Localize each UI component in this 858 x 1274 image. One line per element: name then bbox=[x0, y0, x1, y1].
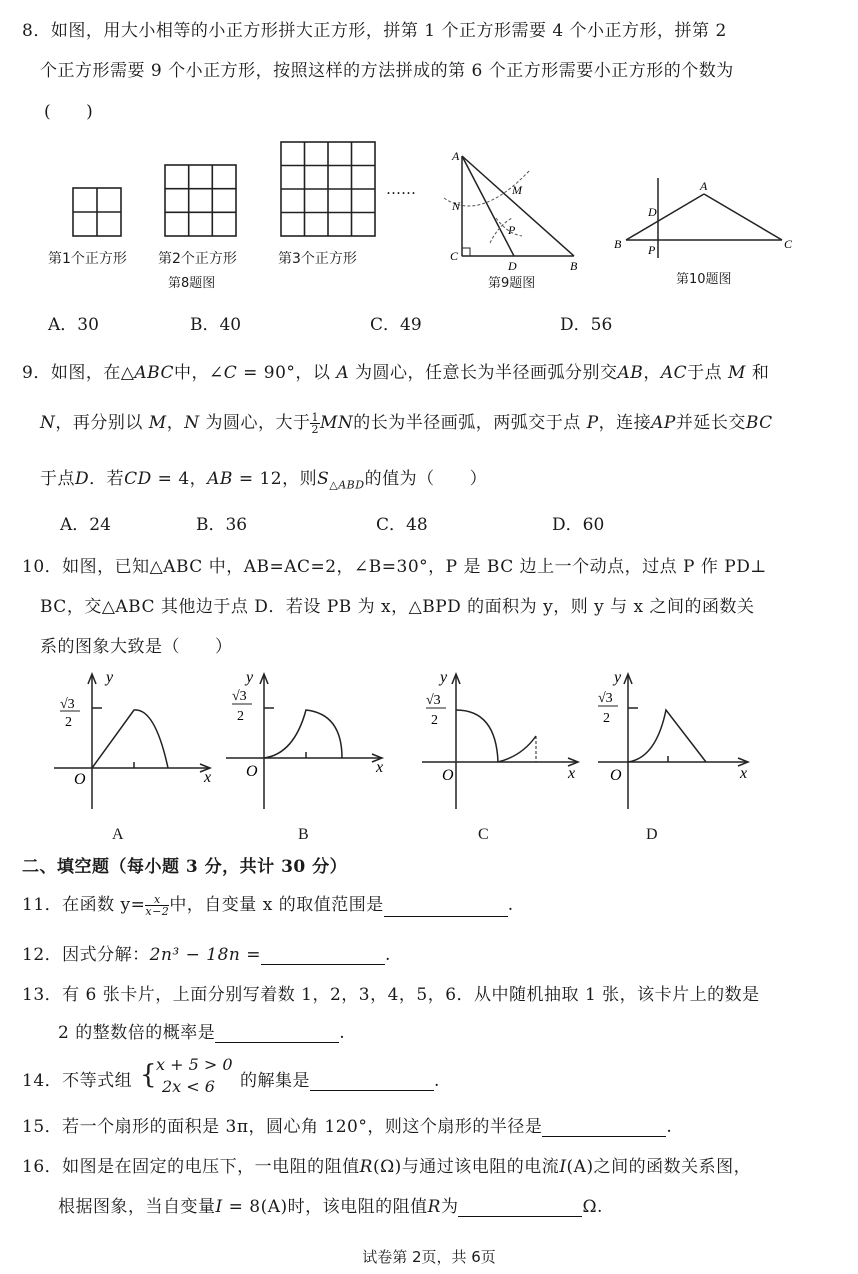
q8-option-c: C．49 bbox=[370, 315, 422, 335]
fig10-label-P: P bbox=[648, 243, 656, 257]
q13-answer-blank bbox=[215, 1022, 339, 1043]
svg-text:x: x bbox=[568, 765, 576, 782]
q16-line1: 16．如图是在固定的电压下，一电阻的阻值R(Ω)与通过该电阻的电流I(A)之间的函数关系图， bbox=[22, 1157, 752, 1177]
q10-triangle-figure bbox=[612, 176, 802, 266]
fig10-label-D: D bbox=[648, 205, 657, 219]
q9-option-b: B．36 bbox=[196, 515, 248, 535]
q8-ellipsis: …… bbox=[386, 180, 416, 198]
q12: 12．因式分解：2n³ − 18n = . bbox=[22, 945, 391, 965]
fig9-label-D: D bbox=[508, 259, 517, 273]
svg-text:√3: √3 bbox=[598, 691, 613, 706]
svg-text:x: x bbox=[376, 759, 384, 776]
graph-a bbox=[50, 664, 225, 814]
q9-line1: 9．如图，在△ABC中，∠C = 90°，以 A 为圆心，任意长为半径画弧分别交AB，AC于点 M 和 bbox=[22, 363, 770, 383]
fig9-label-A: A bbox=[452, 149, 460, 163]
svg-text:y: y bbox=[246, 669, 254, 686]
graph-label-a: A bbox=[112, 826, 124, 843]
graph-c bbox=[418, 664, 593, 814]
q9-figure-caption: 第9题图 bbox=[488, 276, 536, 291]
fig9-label-M: M bbox=[512, 183, 522, 197]
svg-text:O: O bbox=[74, 771, 86, 788]
fig9-label-B: B bbox=[570, 259, 578, 273]
svg-text:2: 2 bbox=[65, 715, 72, 730]
fig10-label-A: A bbox=[700, 179, 708, 193]
q9-option-c: C．48 bbox=[376, 515, 428, 535]
q14-answer-blank bbox=[310, 1070, 434, 1091]
q8-option-b: B．40 bbox=[190, 315, 242, 335]
q9-line3: 于点D．若CD = 4，AB = 12，则$S_{\triangle ABD}$的值为（ ） bbox=[40, 469, 488, 492]
q12-answer-blank bbox=[261, 944, 385, 965]
q13-line2: 2 的整数倍的概率是 . bbox=[58, 1023, 346, 1043]
q14-system: x + 5 > 0 2x < 6 bbox=[156, 1055, 233, 1096]
q8-line1: 8．如图，用大小相等的小正方形拼大正方形，拼第 1 个正方形需要 4 个小正方形，拼第 2 bbox=[22, 21, 727, 41]
q10-line3: 系的图象大致是（ ） bbox=[40, 637, 233, 657]
fig10-label-C: C bbox=[784, 237, 793, 251]
svg-text:O: O bbox=[246, 763, 258, 780]
fraction-half: $\frac{1}{2}$ bbox=[311, 411, 319, 436]
q10-line2: BC，交△ABC 其他边于点 D．若设 PB 为 x，△BPD 的面积为 y，则 y 与 x 之间的函数关 bbox=[40, 597, 755, 617]
svg-text:y: y bbox=[106, 669, 114, 686]
q9-line2: N，再分别以 M，N 为圆心，大于 $\frac{1}{2}$ MN的长为半径画弧，两弧交于点 P，连接AP并延长交BC bbox=[40, 411, 773, 436]
q15-answer-blank bbox=[542, 1116, 666, 1137]
svg-text:O: O bbox=[442, 767, 454, 784]
square-3x3 bbox=[165, 165, 236, 236]
section2-title: 二、填空题（每小题 3 分，共计 30 分） bbox=[22, 857, 348, 877]
q8-line2: 个正方形需要 9 个小正方形，按照这样的方法拼成的第 6 个正方形需要小正方形的个数为 bbox=[40, 61, 734, 81]
svg-text:2: 2 bbox=[431, 713, 438, 728]
q8-option-d: D．56 bbox=[560, 315, 613, 335]
svg-text:x: x bbox=[204, 769, 212, 786]
q8-caption-2: 第2个正方形 bbox=[158, 251, 237, 267]
graph-d bbox=[594, 664, 769, 814]
q8-line3: ( ) bbox=[44, 102, 94, 122]
q10-line1: 10．如图，已知△ABC 中，AB=AC=2，∠B=30°，P 是 BC 边上一个动点，过点 P 作 PD⊥ bbox=[22, 557, 767, 577]
svg-text:√3: √3 bbox=[60, 697, 75, 712]
svg-text:y: y bbox=[440, 669, 448, 686]
q15: 15．若一个扇形的面积是 3π，圆心角 120°，则这个扇形的半径是 . bbox=[22, 1117, 673, 1137]
svg-text:√3: √3 bbox=[232, 689, 247, 704]
q11-fraction: $\frac{x}{x-2}$ bbox=[145, 893, 170, 918]
square-4x4 bbox=[281, 142, 375, 236]
svg-text:O: O bbox=[610, 767, 622, 784]
svg-text:x: x bbox=[740, 765, 748, 782]
square-2x2 bbox=[73, 188, 121, 236]
svg-text:y: y bbox=[614, 669, 622, 686]
q8-figure-caption: 第8题图 bbox=[168, 276, 216, 291]
svg-text:√3: √3 bbox=[426, 693, 441, 708]
fig9-label-N: N bbox=[452, 199, 461, 213]
q16-answer-blank bbox=[458, 1196, 582, 1217]
q9-option-a: A．24 bbox=[60, 515, 111, 535]
q16-line2: 根据图象，当自变量I = 8(A)时，该电阻的阻值R为 Ω. bbox=[58, 1197, 603, 1217]
q9-triangle-figure bbox=[440, 148, 590, 273]
q14: 14．不等式组 bbox=[22, 1071, 133, 1091]
svg-text:2: 2 bbox=[603, 711, 610, 726]
svg-text:2: 2 bbox=[237, 709, 244, 724]
graph-b bbox=[222, 664, 397, 814]
q8-caption-1: 第1个正方形 bbox=[48, 251, 127, 267]
q9-option-d: D．60 bbox=[552, 515, 605, 535]
graph-label-d: D bbox=[646, 826, 658, 843]
graph-label-b: B bbox=[298, 826, 309, 843]
q14-brace: { bbox=[140, 1060, 157, 1090]
graph-label-c: C bbox=[478, 826, 489, 843]
q8-option-a: A．30 bbox=[48, 315, 99, 335]
q8-caption-3: 第3个正方形 bbox=[278, 251, 357, 267]
fig9-label-P: P bbox=[508, 223, 516, 237]
q11: 11．在函数 y= $\frac{x}{x-2}$ 中，自变量 x 的取值范围是 . bbox=[22, 893, 514, 918]
q13-line1: 13．有 6 张卡片，上面分别写着数 1，2，3，4，5，6．从中随机抽取 1 张，该卡片上的数是 bbox=[22, 985, 760, 1005]
fig10-label-B: B bbox=[614, 237, 622, 251]
fig9-label-C: C bbox=[450, 249, 459, 263]
page-footer: 试卷第 2页，共 6页 bbox=[362, 1248, 496, 1266]
q10-figure-caption: 第10题图 bbox=[676, 272, 732, 287]
q14-tail: 的解集是 . bbox=[240, 1071, 440, 1091]
q11-answer-blank bbox=[384, 896, 508, 917]
q8-squares-figure bbox=[70, 140, 390, 245]
